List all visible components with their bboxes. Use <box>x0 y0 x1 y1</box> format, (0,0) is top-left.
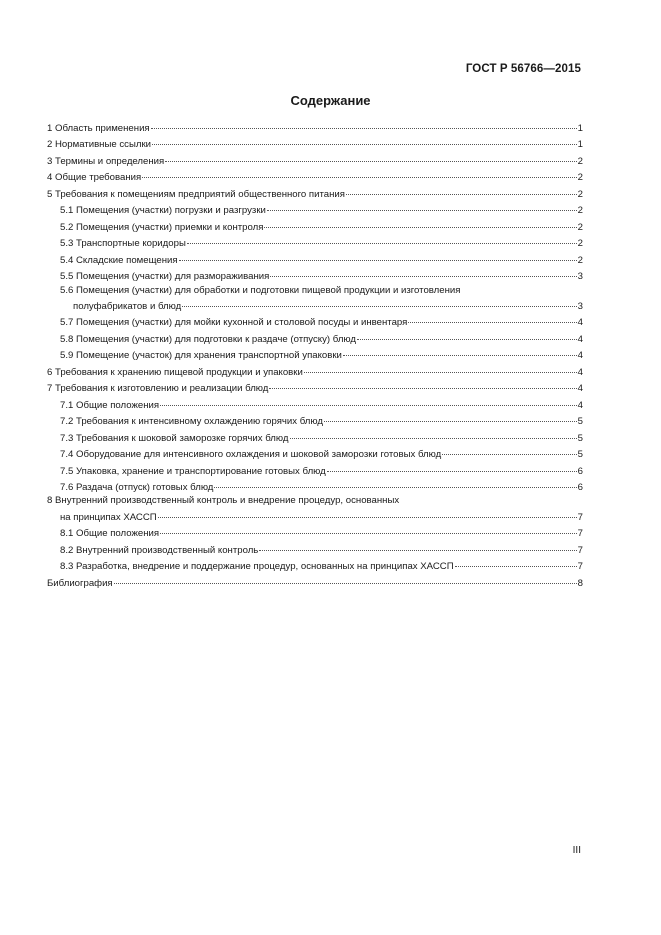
toc-entry-title: 7.5 Упаковка, хранение и транспортирование готовых блюд <box>60 465 326 477</box>
toc-entry-page: 1 <box>577 139 583 151</box>
toc-entry[interactable] <box>47 478 583 494</box>
toc-entry-page: 5 <box>577 432 583 444</box>
toc-entry-title: 5.1 Помещения (участки) погрузки и разгрузки <box>60 205 266 217</box>
toc-entry-title: 7.1 Общие положения <box>60 399 160 411</box>
toc-dot-leader <box>142 166 576 178</box>
toc-dot-leader <box>114 572 577 584</box>
toc-entry-title: 7 Требования к изготовлению и реализации блюд <box>47 383 269 395</box>
toc-entry-block <box>47 284 583 314</box>
toc-entry-title: 5 Требования к помещениям предприятий общественного питания <box>47 188 345 200</box>
toc-dot-leader <box>304 361 577 373</box>
toc-entry-page: 7 <box>577 528 583 540</box>
toc-entry-title: 8.1 Общие положения <box>60 528 160 540</box>
toc-entry-page: 2 <box>577 155 583 167</box>
document-code: ГОСТ Р 56766—2015 <box>465 63 581 75</box>
toc-entry-page: 4 <box>577 383 583 395</box>
toc-entry-title: 7.3 Требования к шоковой заморозке горячих блюд <box>60 432 289 444</box>
toc-entry-title: 7.6 Раздача (отпуск) готовых блюд <box>60 481 214 493</box>
toc-entry-page: 2 <box>577 188 583 200</box>
toc-entry-title: на принципах ХАССП <box>60 511 157 523</box>
toc-dot-leader <box>214 476 576 488</box>
toc-dot-leader <box>259 539 576 551</box>
toc-entry-title: 5.3 Транспортные коридоры <box>60 238 186 250</box>
toc-entry-page: 6 <box>577 481 583 493</box>
toc-entry-page: 4 <box>577 333 583 345</box>
toc-entry[interactable] <box>47 267 583 283</box>
toc-dot-leader <box>408 311 576 323</box>
toc-entry[interactable] <box>47 574 583 590</box>
toc-entry-title: Библиография <box>47 577 113 589</box>
toc-entry-title: 3 Термины и определения <box>47 155 165 167</box>
toc-entry-title: 5.2 Помещения (участки) приемки и контроля <box>60 221 264 233</box>
toc-entry-title: 7.2 Требования к интенсивному охлаждению горячих блюд <box>60 416 323 428</box>
toc-entry-page: 2 <box>577 205 583 217</box>
toc-entry-title: 5.6 Помещения (участки) для обработки и подготовки пищевой продукции и изготовления <box>60 284 461 296</box>
toc-entry-title: 5.4 Складские помещения <box>60 254 178 266</box>
page-number: III <box>572 845 581 856</box>
toc-dot-leader <box>151 117 577 129</box>
toc-entry-page: 6 <box>577 465 583 477</box>
toc-entry-title: 5.7 Помещения (участки) для мойки кухонной и столовой посуды и инвентаря <box>60 317 408 329</box>
toc-entry-page: 3 <box>577 300 583 312</box>
table-of-contents <box>47 119 583 590</box>
toc-dot-leader <box>343 344 577 356</box>
toc-entry-title: 1 Область применения <box>47 123 150 134</box>
toc-dot-leader <box>160 394 577 406</box>
toc-entry-page: 3 <box>577 271 583 283</box>
toc-dot-leader <box>264 216 576 228</box>
toc-entry-page: 7 <box>577 561 583 573</box>
toc-dot-leader <box>179 249 577 261</box>
toc-dot-leader <box>269 377 576 389</box>
toc-dot-leader <box>182 295 576 307</box>
toc-entry-page: 7 <box>577 511 583 523</box>
toc-dot-leader <box>270 265 576 277</box>
toc-entry-title: 8.3 Разработка, внедрение и поддержание процедур, основанных на принципах ХАССП <box>60 561 454 573</box>
toc-entry-page: 4 <box>577 317 583 329</box>
toc-entry-page: 2 <box>577 238 583 250</box>
toc-dot-leader <box>152 133 577 145</box>
toc-entry-page: 2 <box>577 172 583 184</box>
toc-entry-page: 8 <box>577 577 583 589</box>
toc-dot-leader <box>327 460 577 472</box>
toc-entry-page: 5 <box>577 449 583 461</box>
toc-dot-leader <box>267 199 577 211</box>
toc-dot-leader <box>290 427 577 439</box>
toc-entry-page: 2 <box>577 254 583 266</box>
toc-entry-page: 4 <box>577 366 583 378</box>
page-title: Содержание <box>290 93 371 108</box>
toc-entry-title: 5.8 Помещения (участки) для подготовки к раздаче (отпуску) блюд <box>60 333 356 345</box>
toc-entry-title: 8 Внутренний производственный контроль и внедрение процедур, основанных <box>47 495 400 507</box>
toc-dot-leader <box>346 183 577 195</box>
toc-entry-title: 5.9 Помещение (участок) для хранения транспортной упаковки <box>60 350 342 362</box>
toc-entry-title: 7.4 Оборудование для интенсивного охлаждения и шоковой заморозки готовых блюд <box>60 449 442 461</box>
toc-dot-leader <box>160 522 577 534</box>
toc-dot-leader <box>158 506 577 518</box>
toc-dot-leader <box>187 232 577 244</box>
toc-dot-leader <box>324 410 577 422</box>
toc-entry-page: 4 <box>577 350 583 362</box>
toc-entry-title: 6 Требования к хранению пищевой продукции и упаковки <box>47 366 303 378</box>
toc-entry-block <box>47 494 583 524</box>
toc-dot-leader <box>455 555 577 567</box>
toc-entry-page: 7 <box>577 544 583 556</box>
toc-entry-page: 5 <box>577 416 583 428</box>
toc-entry-title: 4 Общие требования <box>47 172 142 184</box>
toc-entry-title: полуфабрикатов и блюд <box>73 300 182 312</box>
toc-entry-title: 5.5 Помещения (участки) для размораживания <box>60 271 270 283</box>
toc-entry-page: 4 <box>577 399 583 411</box>
toc-dot-leader <box>357 328 577 340</box>
toc-dot-leader <box>442 443 576 455</box>
toc-dot-leader <box>165 150 576 162</box>
toc-entry-page: 1 <box>577 123 583 134</box>
toc-entry-page: 2 <box>577 221 583 233</box>
toc-entry-title: 8.2 Внутренний производственный контроль <box>60 544 259 556</box>
toc-entry-title: 2 Нормативные ссылки <box>47 139 152 151</box>
